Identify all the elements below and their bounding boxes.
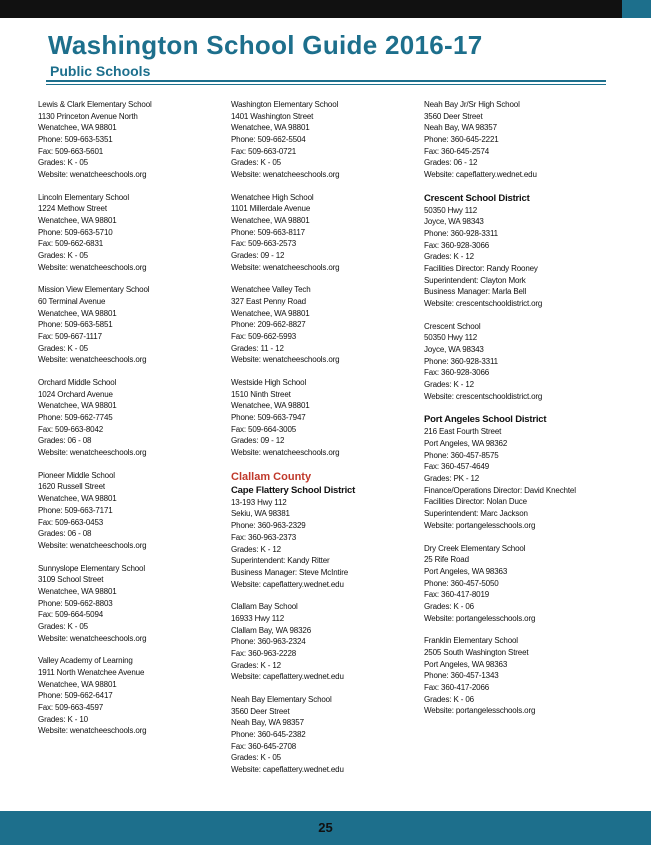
school-address: 1911 North Wenatchee Avenue bbox=[38, 667, 145, 677]
school-website: Website: wenatcheeschools.org bbox=[38, 262, 147, 272]
school-name: Crescent School bbox=[424, 321, 481, 331]
school-grades: Grades: 06 - 12 bbox=[424, 158, 478, 168]
district-entry bbox=[424, 413, 609, 531]
school-website: Website: wenatcheeschools.org bbox=[38, 726, 147, 736]
header-rule bbox=[46, 80, 606, 82]
school-phone: Phone: 509-662-5504 bbox=[231, 135, 306, 145]
district-address: 50350 Hwy 112 bbox=[424, 205, 478, 215]
school-entry bbox=[38, 192, 223, 274]
district-grades: Grades: PK - 12 bbox=[424, 474, 480, 484]
school-website: Website: wenatcheeschools.org bbox=[231, 170, 340, 180]
school-fax: Fax: 509-663-0453 bbox=[38, 517, 104, 527]
school-entry bbox=[231, 99, 416, 181]
district-business-manager: Business Manager: Marla Bell bbox=[424, 287, 527, 297]
school-website: Website: capeflattery.wednet.edu bbox=[424, 170, 537, 180]
school-address: 1224 Methow Street bbox=[38, 204, 107, 214]
district-website: Website: capeflattery.wednet.edu bbox=[231, 579, 344, 589]
school-city: Wenatchee, WA 98801 bbox=[38, 308, 117, 318]
school-address: 16933 Hwy 112 bbox=[231, 613, 285, 623]
school-address: 3560 Deer Street bbox=[424, 111, 483, 121]
school-fax: Fax: 509-663-8042 bbox=[38, 424, 104, 434]
school-entry bbox=[38, 284, 223, 366]
school-fax: Fax: 360-645-2574 bbox=[424, 146, 490, 156]
school-entry bbox=[38, 655, 223, 737]
district-finance-director: Finance/Operations Director: David Knechtel bbox=[424, 485, 576, 495]
school-website: Website: wenatcheeschools.org bbox=[38, 540, 147, 550]
school-phone: Phone: 509-663-5351 bbox=[38, 135, 113, 145]
district-city: Joyce, WA 98343 bbox=[424, 217, 484, 227]
school-city: Clallam Bay, WA 98326 bbox=[231, 625, 311, 635]
district-facilities-director: Facilities Director: Randy Rooney bbox=[424, 264, 538, 274]
school-website: Website: wenatcheeschools.org bbox=[231, 262, 340, 272]
school-grades: Grades: K - 12 bbox=[231, 660, 281, 670]
school-name: Pioneer Middle School bbox=[38, 470, 115, 480]
district-name: Port Angeles School District bbox=[424, 414, 547, 426]
school-fax: Fax: 509-663-4597 bbox=[38, 702, 104, 712]
district-website: Website: crescentschooldistrict.org bbox=[424, 299, 543, 309]
school-name: Neah Bay Elementary School bbox=[231, 694, 332, 704]
school-grades: Grades: 09 - 12 bbox=[231, 436, 285, 446]
school-name: Dry Creek Elementary School bbox=[424, 543, 526, 553]
school-fax: Fax: 360-963-2228 bbox=[231, 648, 297, 658]
school-website: Website: crescentschooldistrict.org bbox=[424, 391, 543, 401]
school-city: Wenatchee, WA 98801 bbox=[38, 401, 117, 411]
district-website: Website: portangelesschools.org bbox=[424, 520, 536, 530]
school-city: Neah Bay, WA 98357 bbox=[231, 718, 304, 728]
school-grades: Grades: K - 12 bbox=[424, 380, 474, 390]
school-phone: Phone: 360-963-2324 bbox=[231, 637, 306, 647]
school-fax: Fax: 509-667-1117 bbox=[38, 332, 102, 342]
district-superintendent: Superintendent: Clayton Mork bbox=[424, 275, 526, 285]
school-grades: Grades: K - 05 bbox=[38, 158, 88, 168]
school-name: Neah Bay Jr/Sr High School bbox=[424, 100, 520, 109]
district-city: Port Angeles, WA 98362 bbox=[424, 439, 508, 449]
school-city: Wenatchee, WA 98801 bbox=[231, 401, 310, 411]
school-entry bbox=[231, 192, 416, 274]
school-city: Neah Bay, WA 98357 bbox=[424, 123, 497, 133]
school-city: Wenatchee, WA 98801 bbox=[231, 216, 310, 226]
school-name: Orchard Middle School bbox=[38, 378, 117, 388]
district-address: 216 East Fourth Street bbox=[424, 427, 502, 437]
school-grades: Grades: K - 10 bbox=[38, 714, 88, 724]
district-address: 13-193 Hwy 112 bbox=[231, 497, 287, 507]
school-phone: Phone: 509-662-7745 bbox=[38, 413, 113, 423]
school-entry bbox=[424, 321, 609, 403]
district-superintendent: Superintendent: Marc Jackson bbox=[424, 509, 528, 519]
school-address: 1401 Washington Street bbox=[231, 111, 314, 121]
school-entry bbox=[424, 543, 609, 625]
school-fax: Fax: 509-663-0721 bbox=[231, 146, 297, 156]
district-facilities-director: Facilities Director: Nolan Duce bbox=[424, 497, 527, 507]
district-city: Sekiu, WA 98381 bbox=[231, 509, 290, 519]
district-grades: Grades: K - 12 bbox=[231, 544, 281, 554]
header-rule-thin bbox=[46, 84, 606, 85]
school-city: Wenatchee, WA 98801 bbox=[38, 679, 117, 689]
district-phone: Phone: 360-928-3311 bbox=[424, 229, 498, 239]
district-entry bbox=[231, 470, 416, 590]
school-website: Website: portangelesschools.org bbox=[424, 613, 536, 623]
school-address: 327 East Penny Road bbox=[231, 297, 306, 307]
school-website: Website: wenatcheeschools.org bbox=[38, 633, 147, 643]
school-city: Wenatchee, WA 98801 bbox=[231, 123, 310, 133]
district-grades: Grades: K - 12 bbox=[424, 252, 474, 262]
district-phone: Phone: 360-963-2329 bbox=[231, 521, 306, 531]
district-fax: Fax: 360-963-2373 bbox=[231, 532, 297, 542]
school-website: Website: capeflattery.wednet.edu bbox=[231, 764, 344, 774]
school-phone: Phone: 360-457-1343 bbox=[424, 671, 499, 681]
top-bar bbox=[0, 0, 651, 18]
school-entry bbox=[231, 694, 416, 776]
school-phone: Phone: 209-662-8827 bbox=[231, 320, 306, 330]
school-phone: Phone: 509-662-8803 bbox=[38, 598, 113, 608]
school-grades: Grades: 06 - 08 bbox=[38, 529, 92, 539]
school-phone: Phone: 509-663-8117 bbox=[231, 227, 305, 237]
school-phone: Phone: 509-663-7947 bbox=[231, 413, 306, 423]
school-grades: Grades: K - 05 bbox=[38, 343, 88, 353]
school-entry bbox=[231, 284, 416, 366]
school-phone: Phone: 509-663-5851 bbox=[38, 320, 113, 330]
top-accent-block bbox=[622, 0, 651, 18]
school-website: Website: wenatcheeschools.org bbox=[38, 355, 147, 365]
school-phone: Phone: 360-645-2382 bbox=[231, 729, 306, 739]
school-address: 1510 Ninth Street bbox=[231, 389, 291, 399]
school-name: Westside High School bbox=[231, 378, 307, 388]
school-fax: Fax: 509-664-3005 bbox=[231, 424, 297, 434]
school-city: Port Angeles, WA 98363 bbox=[424, 566, 508, 576]
school-grades: Grades: K - 06 bbox=[424, 601, 474, 611]
school-phone: Phone: 509-663-5710 bbox=[38, 227, 113, 237]
school-fax: Fax: 509-663-5601 bbox=[38, 146, 104, 156]
school-phone: Phone: 509-663-7171 bbox=[38, 505, 113, 515]
school-entry bbox=[38, 377, 223, 459]
school-address: 50350 Hwy 112 bbox=[424, 333, 478, 343]
school-address: 3109 School Street bbox=[38, 575, 104, 585]
school-fax: Fax: 509-664-5094 bbox=[38, 610, 104, 620]
school-website: Website: portangelesschools.org bbox=[424, 706, 536, 716]
school-city: Wenatchee, WA 98801 bbox=[38, 216, 117, 226]
school-website: Website: wenatcheeschools.org bbox=[231, 448, 340, 458]
school-grades: Grades: 11 - 12 bbox=[231, 343, 284, 353]
school-entry bbox=[231, 377, 416, 459]
school-fax: Fax: 360-417-8019 bbox=[424, 590, 490, 600]
school-grades: Grades: K - 05 bbox=[38, 621, 88, 631]
school-city: Port Angeles, WA 98363 bbox=[424, 659, 508, 669]
school-address: 2505 South Washington Street bbox=[424, 647, 529, 657]
school-city: Wenatchee, WA 98801 bbox=[38, 123, 117, 133]
school-website: Website: capeflattery.wednet.edu bbox=[231, 672, 344, 682]
district-name: Cape Flattery School District bbox=[231, 484, 356, 496]
school-phone: Phone: 509-662-6417 bbox=[38, 691, 113, 701]
district-entry bbox=[424, 192, 609, 310]
school-address: 3560 Deer Street bbox=[231, 706, 290, 716]
school-grades: Grades: K - 05 bbox=[231, 753, 281, 763]
district-superintendent: Superintendent: Kandy Ritter bbox=[231, 556, 330, 566]
school-address: 60 Terminal Avenue bbox=[38, 297, 106, 307]
school-fax: Fax: 509-662-5993 bbox=[231, 332, 297, 342]
school-entry bbox=[231, 601, 416, 683]
school-name: Valley Academy of Learning bbox=[38, 656, 133, 666]
page-subtitle: Public Schools bbox=[50, 63, 151, 79]
school-address: 1024 Orchard Avenue bbox=[38, 389, 113, 399]
school-grades: Grades: K - 06 bbox=[424, 694, 474, 704]
district-fax: Fax: 360-457-4649 bbox=[424, 462, 490, 472]
page-title: Washington School Guide 2016-17 bbox=[48, 30, 483, 60]
school-name: Wenatchee Valley Tech bbox=[231, 285, 311, 295]
school-city: Wenatchee, WA 98801 bbox=[38, 494, 117, 504]
district-phone: Phone: 360-457-8575 bbox=[424, 450, 499, 460]
school-entry bbox=[38, 470, 223, 552]
school-phone: Phone: 360-645-2221 bbox=[424, 135, 499, 145]
school-website: Website: wenatcheeschools.org bbox=[38, 170, 147, 180]
school-address: 25 Rife Road bbox=[424, 555, 469, 565]
school-fax: Fax: 509-663-2573 bbox=[231, 239, 297, 249]
school-name: Franklin Elementary School bbox=[424, 636, 518, 646]
school-name: Washington Elementary School bbox=[231, 100, 339, 109]
school-website: Website: wenatcheeschools.org bbox=[231, 355, 340, 365]
school-name: Lincoln Elementary School bbox=[38, 192, 129, 202]
district-name: Crescent School District bbox=[424, 192, 530, 204]
column-3 bbox=[424, 99, 609, 728]
district-fax: Fax: 360-928-3066 bbox=[424, 240, 490, 250]
county-heading: Clallam County bbox=[231, 470, 312, 483]
district-business-manager: Business Manager: Steve McIntire bbox=[231, 567, 349, 577]
school-fax: Fax: 360-417-2066 bbox=[424, 682, 490, 692]
school-address: 1130 Princeton Avenue North bbox=[38, 111, 138, 121]
school-grades: Grades: K - 05 bbox=[231, 158, 281, 168]
school-fax: Fax: 360-645-2708 bbox=[231, 741, 297, 751]
column-1 bbox=[38, 99, 223, 748]
school-entry bbox=[38, 563, 223, 645]
school-grades: Grades: K - 05 bbox=[38, 251, 88, 261]
column-2 bbox=[231, 99, 416, 787]
page-number: 25 bbox=[318, 820, 333, 835]
school-grades: Grades: 06 - 08 bbox=[38, 436, 92, 446]
school-fax: Fax: 509-662-6831 bbox=[38, 239, 104, 249]
school-address: 1620 Russell Street bbox=[38, 482, 105, 492]
school-grades: Grades: 09 - 12 bbox=[231, 251, 285, 261]
school-city: Joyce, WA 98343 bbox=[424, 345, 484, 355]
school-name: Lewis & Clark Elementary School bbox=[38, 100, 152, 109]
school-phone: Phone: 360-928-3311 bbox=[424, 356, 498, 366]
school-phone: Phone: 360-457-5050 bbox=[424, 578, 499, 588]
school-name: Wenatchee High School bbox=[231, 192, 314, 202]
school-fax: Fax: 360-928-3066 bbox=[424, 368, 490, 378]
school-entry bbox=[38, 99, 223, 181]
school-city: Wenatchee, WA 98801 bbox=[231, 308, 310, 318]
school-entry bbox=[424, 99, 609, 181]
school-name: Sunnyslope Elementary School bbox=[38, 563, 145, 573]
school-website: Website: wenatcheeschools.org bbox=[38, 448, 147, 458]
school-city: Wenatchee, WA 98801 bbox=[38, 586, 117, 596]
school-name: Mission View Elementary School bbox=[38, 285, 150, 295]
school-entry bbox=[424, 635, 609, 717]
school-name: Clallam Bay School bbox=[231, 602, 298, 612]
school-address: 1101 Millerdale Avenue bbox=[231, 204, 311, 214]
